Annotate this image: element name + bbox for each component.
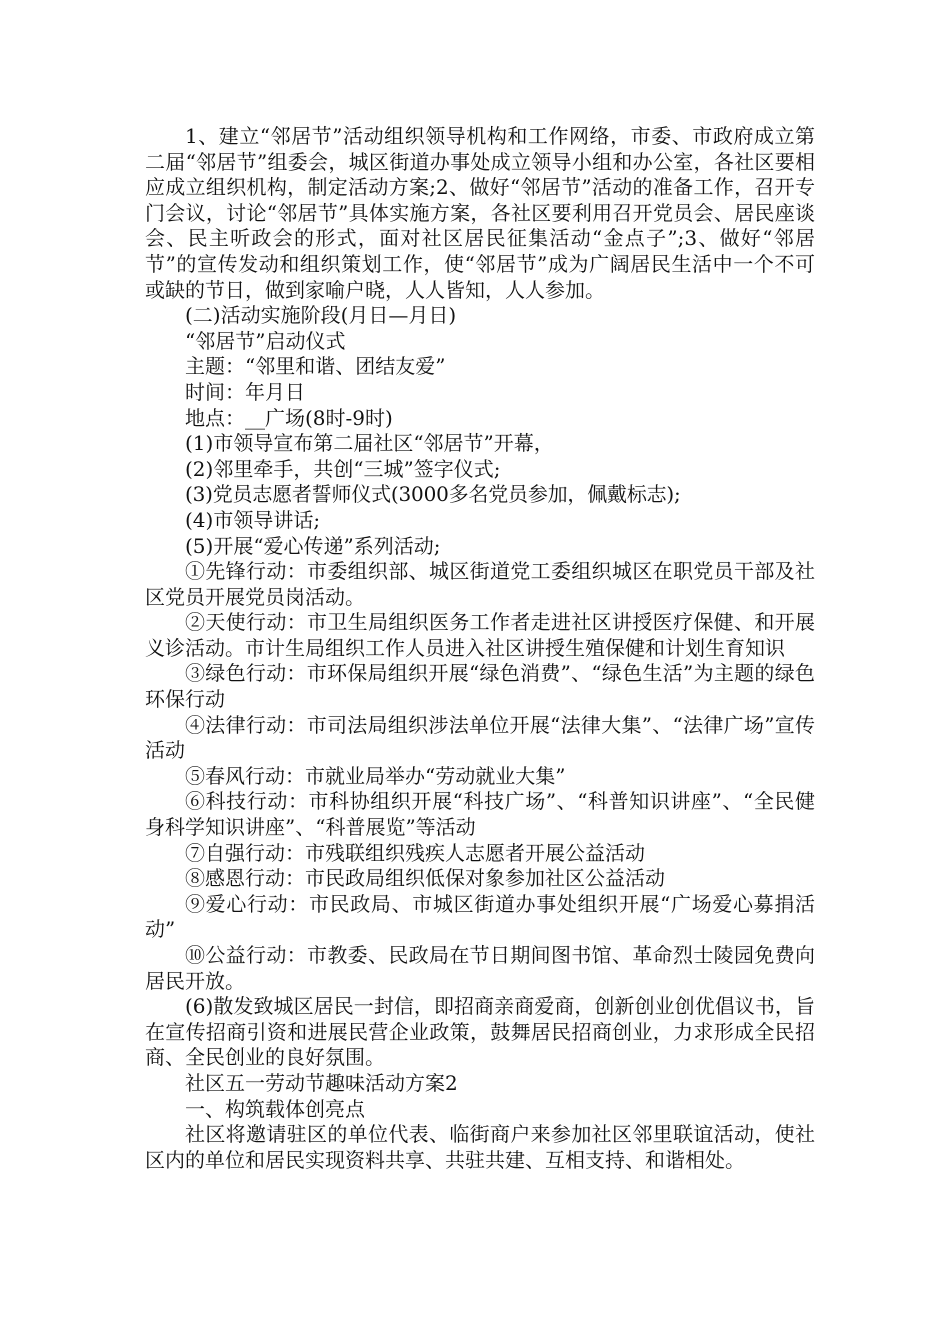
heading-launch-ceremony: “邻居节”启动仪式 xyxy=(185,328,346,353)
ceremony-location: 地点：__广场(8时-9时) xyxy=(185,405,393,430)
action-technology: ⑥科技行动：市科协组织开展“科技广场”、“科普知识讲座”、“全民健身科学知识讲座”、“科普展览”等活动 xyxy=(145,789,815,840)
paragraph-preparation-tasks: 1、建立“邻居节”活动组织领导机构和工作网络，市委、市政府成立第二届“邻居节”组委会，城区街道办事处成立领导小组和办公室，各社区要相应成立组织机构，制定活动方案;2、做好“邻居节”活动的准备工作，召开专门会议，讨论“邻居节”具体实施方案，各社区要利用召开党员会、居民座谈会、民主听政会的形式，面对社区居民征集活动“金点子”;3、做好“邻居节”的宣传发动和组织策划工作，使“邻居节”成为广阔居民生活中一个不可或缺的节日，做到家喻户晓，人人皆知，人人参加。 xyxy=(145,124,815,302)
agenda-item-3: (3)党员志愿者誓师仪式(3000多名党员参加，佩戴标志); xyxy=(185,482,681,507)
heading-implementation-stage: (二)活动实施阶段(月日—月日) xyxy=(185,303,457,328)
action-legal: ④法律行动：市司法局组织涉法单位开展“法律大集”、“法律广场”宣传活动 xyxy=(145,712,815,763)
action-self-reliance: ⑦自强行动：市残联组织残疾人志愿者开展公益活动 xyxy=(185,840,645,865)
paragraph-community-invitation: 社区将邀请驻区的单位代表、临街商户来参加社区邻里联谊活动，使社区内的单位和居民实现资料共享、共驻共建、互相支持、和谐相处。 xyxy=(145,1122,815,1172)
agenda-item-2: (2)邻里牵手，共创“三城”签字仪式; xyxy=(185,456,501,481)
heading-section-one: 一、构筑载体创亮点 xyxy=(185,1096,365,1121)
action-green: ③绿色行动：市环保局组织开展“绿色消费”、“绿色生活”为主题的绿色环保行动 xyxy=(145,661,815,712)
document-page xyxy=(145,124,815,1173)
ceremony-theme: 主题：“邻里和谐、团结友爱” xyxy=(185,354,446,379)
action-public-welfare: ⑩公益行动：市教委、民政局在节日期间图书馆、革命烈士陵园免费向居民开放。 xyxy=(145,943,815,993)
action-vanguard: ①先锋行动：市委组织部、城区街道党工委组织城区在职党员干部及社区党员开展党员岗活动。 xyxy=(145,559,815,609)
agenda-item-1: (1)市领导宣布第二届社区“邻居节”开幕， xyxy=(185,431,554,456)
agenda-item-4: (4)市领导讲话; xyxy=(185,507,321,532)
agenda-item-6: (6)散发致城区居民一封信，即招商亲商爱商，创新创业创优倡议书，旨在宣传招商引资和进展民营企业政策，鼓舞居民招商创业，力求形成全民招商、全民创业的良好氛围。 xyxy=(145,994,815,1070)
ceremony-time: 时间：年月日 xyxy=(185,379,305,404)
action-angel: ②天使行动：市卫生局组织医务工作者走进社区讲授医疗保健、和开展义诊活动。市计生局组织工作人员进入社区讲授生殖保健和计划生育知识 xyxy=(145,610,815,660)
heading-plan-2: 社区五一劳动节趣味活动方案2 xyxy=(185,1070,458,1095)
action-gratitude: ⑧感恩行动：市民政局组织低保对象参加社区公益活动 xyxy=(185,866,665,891)
action-spring-breeze: ⑤春风行动：市就业局举办“劳动就业大集” xyxy=(185,763,566,788)
action-caring: ⑨爱心行动：市民政局、市城区街道办事处组织开展“广场爱心募捐活动” xyxy=(145,891,815,942)
agenda-item-5: (5)开展“爱心传递”系列活动; xyxy=(185,533,441,558)
